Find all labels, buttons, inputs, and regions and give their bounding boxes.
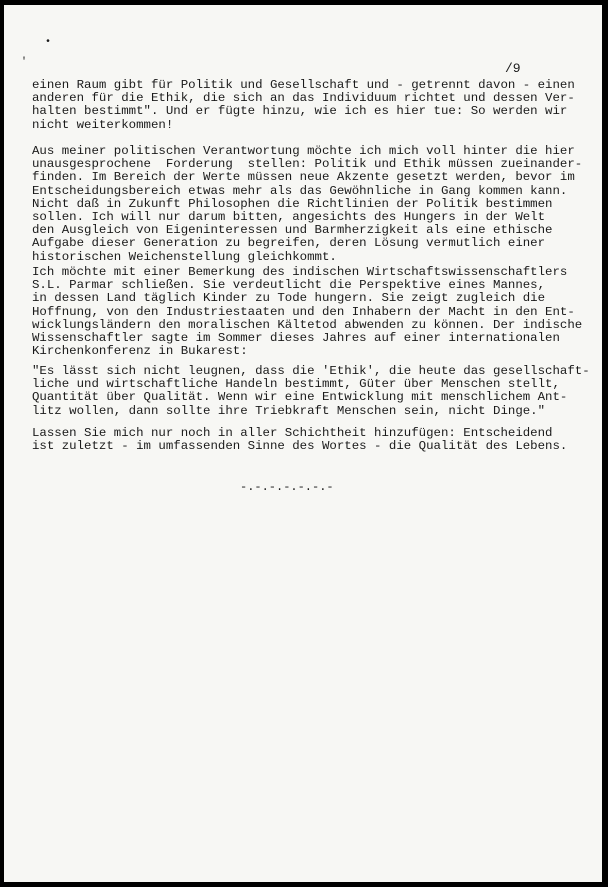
margin-dot-mark: • bbox=[45, 37, 52, 48]
paragraph-2: Aus meiner politischen Verantwortung möchte ich mich voll hinter die hier unausgesprochene Forderung stellen: Politik und Ethik müssen zueinander- finden. Im Bereich der Werte müssen neue Akzente gesetzt werden, bevor im Entscheidungsbereich etwas mehr als das Gewöhnliche in Gang kommen kann. Nicht daß in Zukunft Philosophen die Richtlinien der Politik bestimmen sollen. Ich will nur darum bitten, angesichts des Hungers in der Welt den Ausgleich von Eigeninteressen und Barmherzigkeit als eine ethische Aufgabe dieser Generation zu begreifen, deren Lösung vermutlich einer historischen Weichenstellung gleichkommt. bbox=[32, 144, 583, 264]
margin-tick-mark: ' bbox=[21, 57, 28, 68]
quotation-paragraph: "Es lässt sich nicht leugnen, dass die 'Ethik', die heute das gesellschaft- liche und wirtschaftliche Handeln bestimmt, Güter über Menschen stellt, Quantität über Qualität. Wenn wir eine Entwicklung mit menschlichem Ant- litz wollen, dann sollte ihre Triebkraft Menschen sein, nicht Dinge." bbox=[32, 364, 590, 418]
paragraph-1: einen Raum gibt für Politik und Gesellschaft und - getrennt davon - einen anderen für die Ethik, die sich an das Individuum richtet und dessen Ver- halten bestimmt". Und er fügte hinzu, wie ich es hier tue: So werden wir nicht weiterkommen! bbox=[32, 78, 575, 132]
document-page bbox=[4, 5, 602, 882]
paragraph-3: Ich möchte mit einer Bemerkung des indischen Wirtschaftswissenschaftlers S.L. Parmar schließen. Sie verdeutlicht die Perspektive eines Mannes, in dessen Land täglich Kinder zu Tode hungern. Sie zeigt zugleich die Hoffnung, von den Industriestaaten und den Inhabern der Macht in den Ent- wicklungsländern den moralischen Kältetod abwenden zu können. Der indische Wissenschaftler sagte im Sommer dieses Jahres auf einer internationalen Kirchenkonferenz in Bukarest: bbox=[32, 265, 583, 359]
page-number: /9 bbox=[505, 61, 521, 76]
closing-paragraph: Lassen Sie mich nur noch in aller Schichtheit hinzufügen: Entscheidend ist zuletzt - im umfassenden Sinne des Wortes - die Qualität des Lebens. bbox=[32, 426, 568, 454]
end-separator: -.-.-.-.-.-.- bbox=[240, 480, 334, 494]
